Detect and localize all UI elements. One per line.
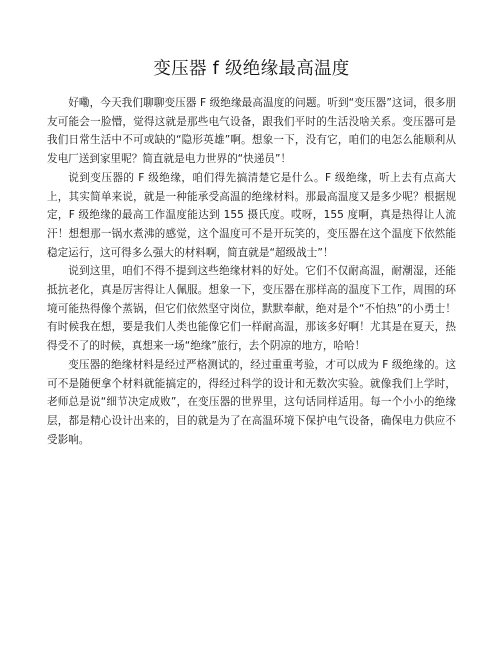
paragraph-1: 好嘞，今天我们聊聊变压器 F 级绝缘最高温度的问题。听到“变压器”这词，很多朋友可能会一脸懵，觉得这就是那些电气设备，跟我们平时的生活没啥关系。变压器可是我们日常生活中不可或缺的“隐形英雄”啊。想象一下，没有它，咱们的电怎么能顺利从发电厂送到家里呢？简直就是电力世界的“快递员”！ [47,97,456,166]
paragraph-3: 说到这里，咱们不得不提到这些绝缘材料的好处。它们不仅耐高温，耐潮湿，还能抵抗老化，真是厉害得让人佩服。想象一下，变压器在那样高的温度下工作，周围的环境可能热得像个蒸锅，但它们依然坚守岗位，默默奉献，绝对是个“不怕热”的小勇士！有时候我在想，要是我们人类也能像它们一样耐高温，那该多好啊！尤其是在夏天，热得受不了的时候，真想来一场“绝缘”旅行，去个阴凉的地方，哈哈！ [47,265,456,353]
paragraph-2: 说到变压器的 F 级绝缘，咱们得先搞清楚它是什么。F 级绝缘，听上去有点高大上，其实简单来说，就是一种能承受高温的绝缘材料。那最高温度又是多少呢？根据规定，F 级绝缘的最高工作温度能达到 155 摄氏度。哎呀，155 度啊，真是热得让人流汗！想想那一锅水煮沸的感觉，这个温度可不是开玩笑的，变压器在这个温度下依然能稳定运行，这可得多么强大的材料啊，简直就是“超级战士”！ [47,171,456,259]
document-title: 变压器 f 级绝缘最高温度 [153,59,350,79]
paragraph-4: 变压器的绝缘材料是经过严格测试的，经过重重考验，才可以成为 F 级绝缘的。这可不是随便拿个材料就能搞定的，得经过科学的设计和无数次实验。就像我们上学时，老师总是说“细节决定成败”，在变压器的世界里，这句话同样适用。每一个小小的绝缘层，都是精心设计出来的，目的就是为了在高温环境下保护电气设备，确保电力供应不受影响。 [47,358,456,446]
